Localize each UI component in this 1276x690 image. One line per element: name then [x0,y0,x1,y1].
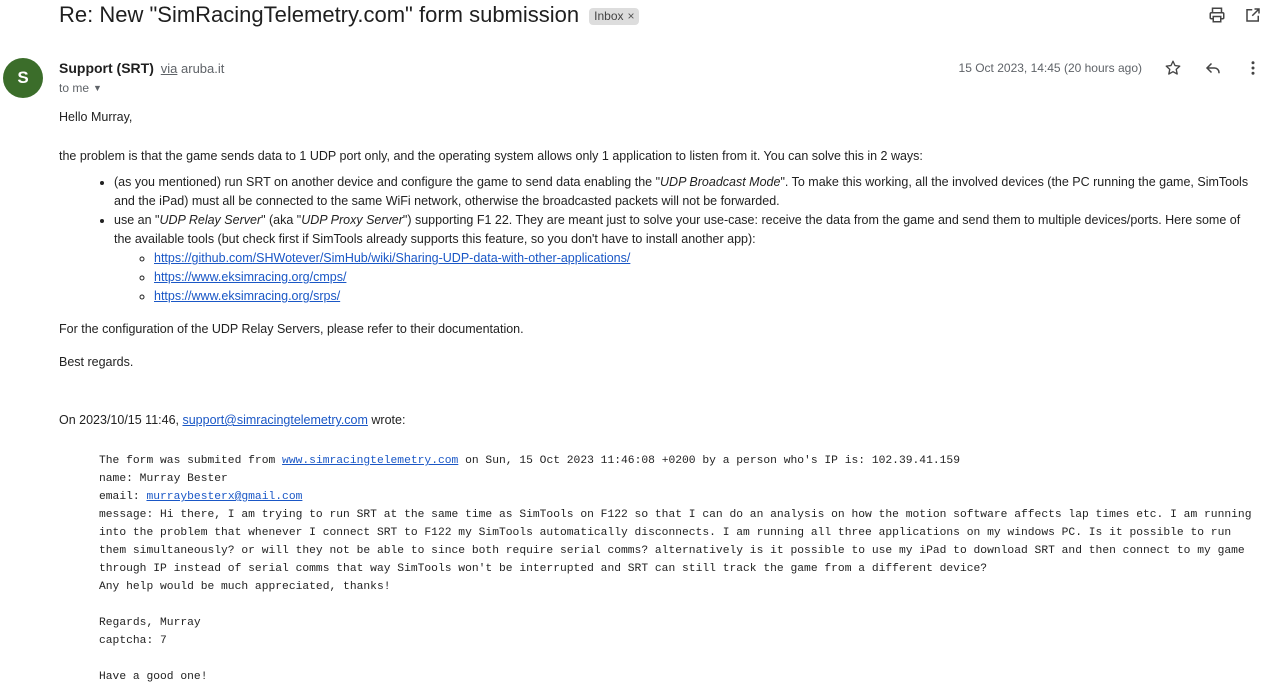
via-link[interactable]: via [160,61,178,76]
sender-name[interactable]: Support (SRT) [59,60,154,76]
greeting: Hello Murray, [59,110,133,124]
text-span: use an " [114,213,160,227]
quote-email-link[interactable]: support@simracingtelemetry.com [182,413,368,427]
inbox-label-chip[interactable] [589,8,638,25]
open-in-new-icon[interactable] [1244,6,1262,24]
via-info [161,61,225,76]
solutions-list [59,173,1259,306]
quoted-line: Have a good one! [99,671,208,683]
text-span: (as you mentioned) run SRT on another device and configure the game to send data enabling the " [114,175,661,189]
sender-row [59,60,224,76]
list-item [114,173,1259,211]
text-span: " (aka " [261,213,302,227]
link-cmps[interactable]: https://www.eksimracing.org/cmps/ [154,270,347,284]
recipient-text: to me [59,81,90,95]
quoted-line: message: Hi there, I am trying to run SRT at the same time as SimTools on F122 so that I can do an analysis on how the motion software affects lap times etc. I am running [99,509,1252,521]
emphasis: UDP Broadcast Mode [660,175,781,189]
config-note: For the configuration of the UDP Relay Servers, please refer to their documentation. [59,322,524,336]
intro-paragraph: the problem is that the game sends data to 1 UDP port only, and the operating system allows only 1 application to listen from it. You can solve this in 2 ways: [59,149,923,163]
quoted-line: through IP instead of serial comms that way SimTools won't be interrupted and SRT can still track the game from a different device? [99,563,988,575]
text-span: email: [99,491,147,503]
reply-icon[interactable] [1204,59,1222,77]
message-date: 15 Oct 2023, 14:45 (20 hours ago) [958,61,1142,75]
top-actions [1208,6,1262,24]
chevron-down-icon[interactable]: ▼ [93,83,102,93]
print-icon[interactable] [1208,6,1226,24]
emphasis: UDP Proxy Server [301,213,403,227]
sign-off: Best regards. [59,355,134,369]
quoted-line [99,488,1259,506]
via-domain: aruba.it [181,61,225,76]
text-span: On 2023/10/15 11:46, [59,413,183,427]
text-span: The form was submited from [99,455,283,467]
text-span: wrote: [367,413,406,427]
quoted-line: them simultaneously? or will they not be able to since both require serial comms? alternatively is it possible to use my iPad to download SRT and then connect to my game [99,545,1245,557]
quote-header [59,411,1259,430]
link-srps[interactable]: https://www.eksimracing.org/srps/ [154,289,341,303]
message-meta [959,59,1262,77]
quoted-line: captcha: 7 [99,635,167,647]
star-icon[interactable] [1164,59,1182,77]
link-simhub[interactable]: https://github.com/SHWotever/SimHub/wiki/Sharing-UDP-data-with-other-applications/ [154,251,631,265]
remove-label-icon[interactable]: × [627,9,635,23]
email-subject: Re: New "SimRacingTelemetry.com" form submission [59,2,580,27]
message-body [59,108,1259,430]
quoted-blank [99,596,1259,614]
quoted-line [99,452,1259,470]
text-span: on Sun, 15 Oct 2023 11:46:08 +0200 by a person who's IP is: 102.39.41.159 [458,455,960,467]
quoted-line: Any help would be much appreciated, thanks! [99,581,391,593]
tools-list [114,249,1259,306]
sender-avatar[interactable]: S [3,58,43,98]
quoted-line: name: Murray Bester [99,473,228,485]
quoted-line: into the problem that whenever I connect SRT to F122 my SimTools automatically disconnects. I am running all three applications on my windows PC. Is it possible to run [99,527,1232,539]
list-item [114,211,1259,306]
text-span: ") supporting F1 22. They are meant just to solve your use-case: receive the data from the game and send them to multiple devices/ports. Here some of the available tools (but check first if SimTools already supports this feature, so you don't have to install another app): [114,213,1241,246]
more-vert-icon[interactable] [1244,59,1262,77]
quoted-site-link[interactable]: www.simracingtelemetry.com [282,455,459,467]
quoted-line: Regards, Murray [99,617,201,629]
recipient-row [59,81,102,95]
list-item [154,249,1259,268]
text-span: ". To make this working, all the involved devices (the PC running the game, SimTools and the iPad) must all be connected to the same WiFi network, otherwise the broadcasted packets will not be forwarded. [114,175,1249,208]
quoted-blank [99,650,1259,668]
inbox-label-text: Inbox [594,9,624,23]
quoted-email-link[interactable]: murraybesterx@gmail.com [146,491,303,503]
list-item [154,268,1259,287]
list-item [154,287,1259,306]
quoted-message [99,452,1259,686]
emphasis: UDP Relay Server [159,213,262,227]
subject-row [59,2,639,28]
